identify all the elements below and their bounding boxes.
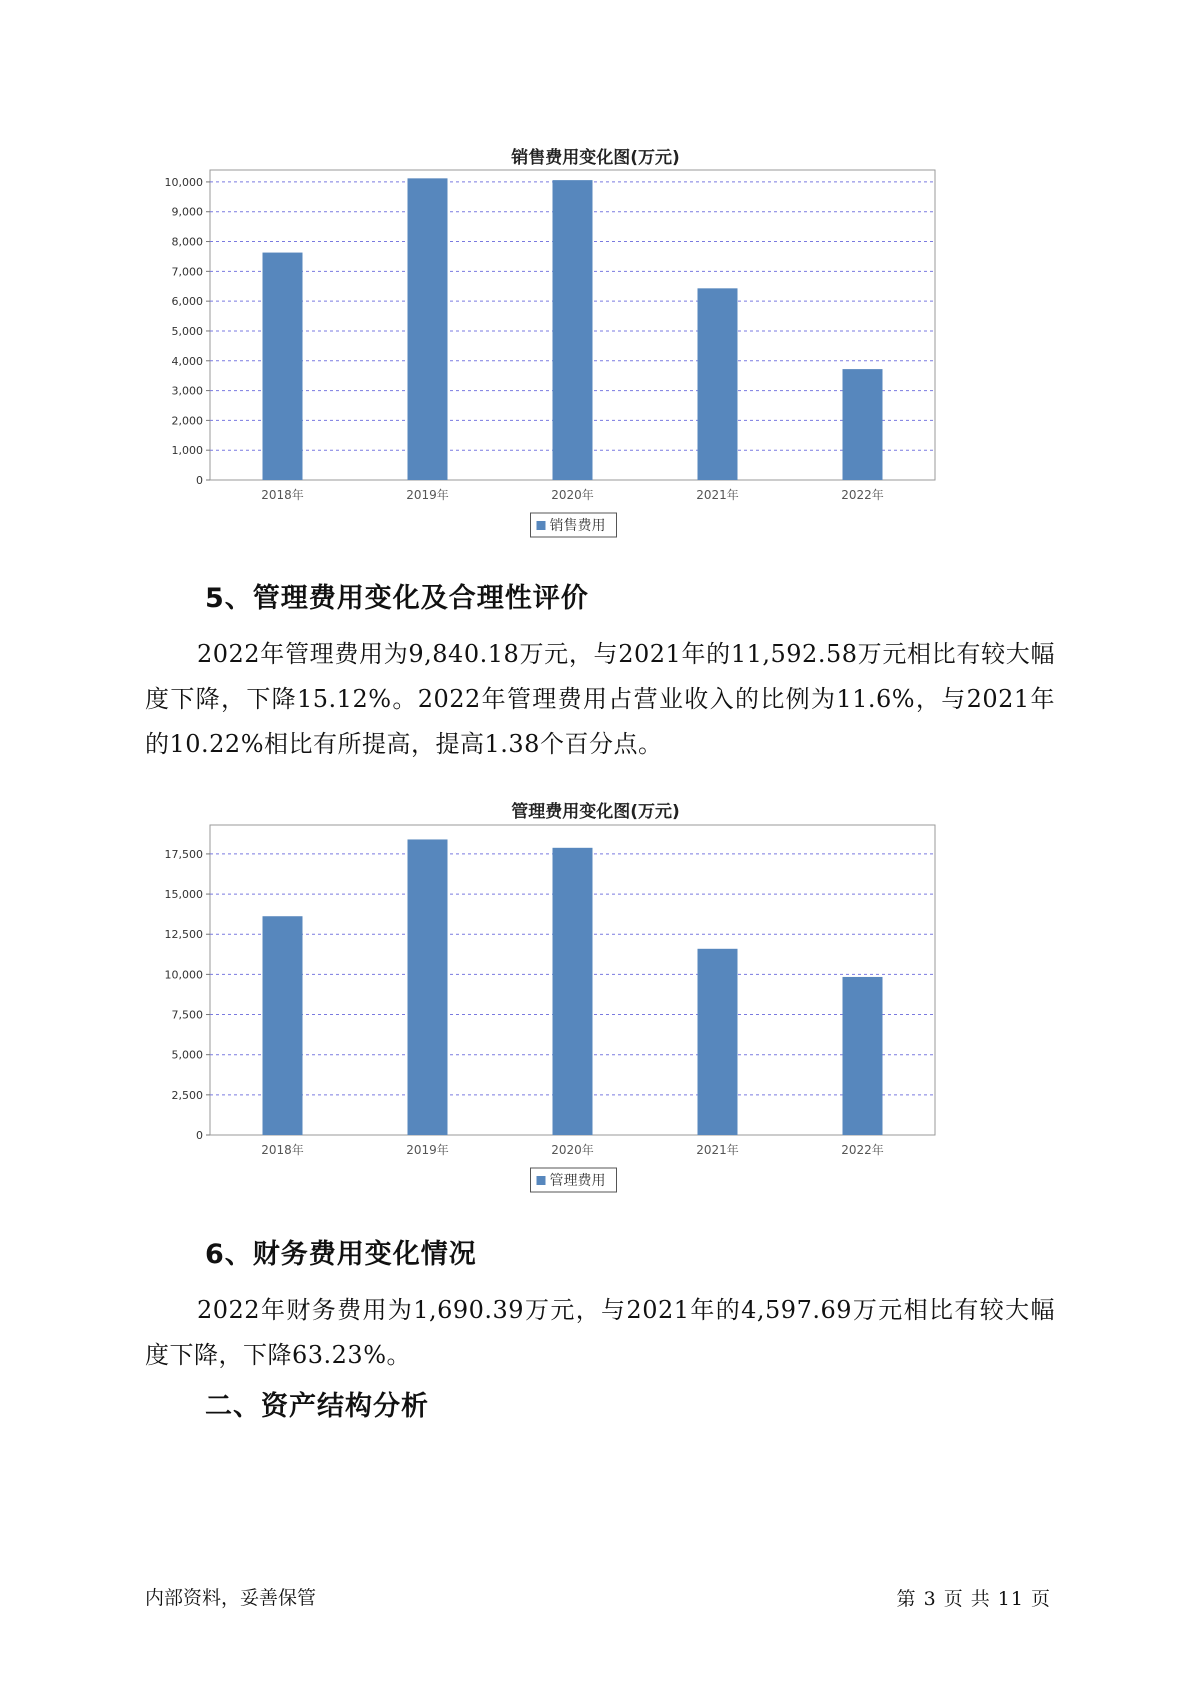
y-tick-label: 4,000: [171, 354, 203, 368]
y-tick-label: 0: [196, 1129, 203, 1142]
y-tick-label: 17,500: [164, 847, 203, 861]
y-tick-label: 15,000: [164, 888, 203, 902]
chart-title-sales-expense: 销售费用变化图(万元): [511, 148, 680, 168]
x-tick-label: 2022年: [841, 488, 884, 502]
y-tick-label: 10,000: [164, 175, 203, 189]
y-tick-label: 2,000: [171, 414, 203, 428]
x-tick-label: 2019年: [406, 1143, 449, 1157]
y-tick-label: 0: [196, 474, 203, 487]
y-tick-label: 5,000: [171, 1048, 203, 1062]
bar: [698, 288, 738, 480]
footer-confidential-note: 内部资料，妥善保管: [145, 1587, 317, 1609]
section-5-heading: 5、管理费用变化及合理性评价: [205, 583, 589, 614]
y-tick-label: 3,000: [171, 384, 203, 398]
bar: [698, 949, 738, 1135]
bar: [553, 180, 593, 480]
x-tick-label: 2018年: [261, 1143, 304, 1157]
legend-swatch: [537, 521, 546, 530]
y-tick-label: 12,500: [164, 928, 203, 942]
y-tick-label: 9,000: [171, 205, 203, 219]
x-tick-label: 2019年: [406, 488, 449, 502]
y-tick-label: 7,000: [171, 265, 203, 279]
y-tick-label: 8,000: [171, 235, 203, 249]
chart-title-admin-expense: 管理费用变化图(万元): [511, 802, 680, 822]
bar: [553, 848, 593, 1135]
y-tick-label: 5,000: [171, 324, 203, 338]
x-tick-label: 2021年: [696, 1143, 739, 1157]
y-tick-label: 2,500: [171, 1088, 203, 1102]
bar: [263, 916, 303, 1135]
y-tick-label: 7,500: [171, 1008, 203, 1022]
y-tick-label: 6,000: [171, 295, 203, 309]
legend-label: 管理费用: [549, 1173, 606, 1189]
sales-expense-chart: [150, 170, 1050, 600]
bar: [408, 178, 448, 480]
x-tick-label: 2021年: [696, 488, 739, 502]
section-6-paragraph: 2022年财务费用为1,690.39万元，与2021年的4,597.69万元相比有较大幅度下降，下降63.23%。: [145, 1296, 1055, 1369]
section-two-heading: 二、资产结构分析: [205, 1391, 429, 1422]
legend-swatch: [537, 1176, 546, 1185]
bar: [843, 369, 883, 480]
bar: [408, 839, 448, 1135]
legend-label: 销售费用: [549, 518, 606, 534]
x-tick-label: 2020年: [551, 488, 594, 502]
bar: [263, 253, 303, 480]
admin-expense-chart: [150, 825, 1050, 1255]
footer-page-number: 第 3 页 共 11 页: [896, 1588, 1051, 1610]
section-6-heading: 6、财务费用变化情况: [205, 1239, 477, 1270]
section-5-paragraph: 2022年管理费用为9,840.18万元，与2021年的11,592.58万元相比有较大幅度下降，下降15.12%。2022年管理费用占营业收入的比例为11.6%，与2021年的10.22%相比有所提高，提高1.38个百分点。: [145, 640, 1055, 758]
x-tick-label: 2018年: [261, 488, 304, 502]
x-tick-label: 2022年: [841, 1143, 884, 1157]
y-tick-label: 1,000: [171, 444, 203, 458]
x-tick-label: 2020年: [551, 1143, 594, 1157]
bar: [843, 977, 883, 1135]
y-tick-label: 10,000: [164, 968, 203, 982]
